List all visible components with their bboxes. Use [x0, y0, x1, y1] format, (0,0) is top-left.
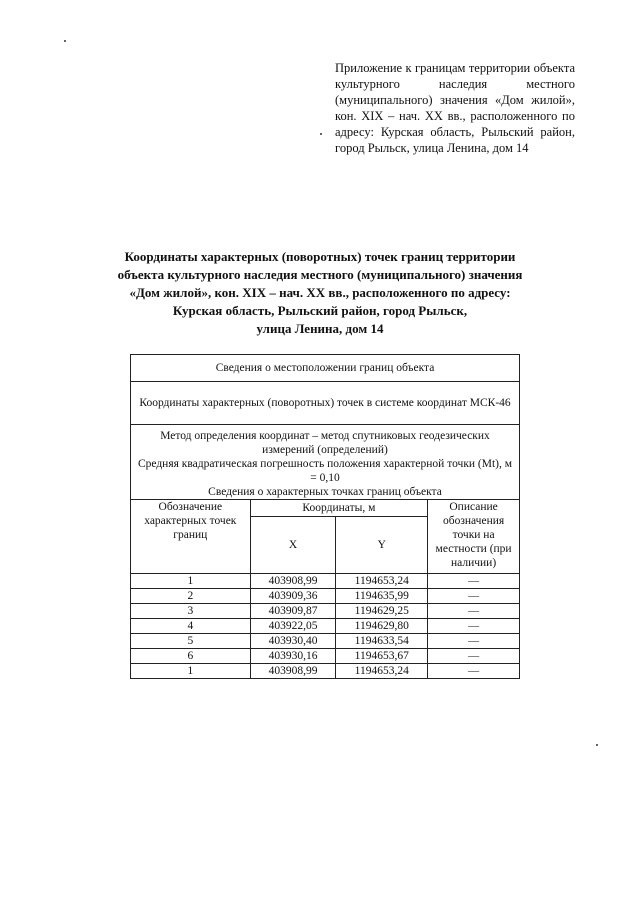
y-value: 1194653,24: [336, 664, 428, 679]
x-value: 403930,16: [250, 649, 336, 664]
scan-speck: [64, 40, 66, 42]
x-value: 403908,99: [250, 574, 336, 589]
description-value: —: [428, 649, 520, 664]
method-text: Метод определения координат – метод спутниковых геодезических измерений (определений): [160, 430, 490, 456]
x-value: 403909,87: [250, 604, 336, 619]
title-line: «Дом жилой», кон. XIX – нач. XX вв., расположенного по адресу:: [129, 285, 511, 300]
title-line: Курская область, Рыльский район, город Рыльск,: [172, 303, 468, 318]
title-line: Координаты характерных (поворотных) точек границ территории: [124, 249, 516, 264]
x-value: 403930,40: [250, 634, 336, 649]
point-number: 6: [131, 649, 251, 664]
y-value: 1194653,24: [336, 574, 428, 589]
scan-speck: [596, 744, 598, 746]
table-row: [131, 604, 520, 619]
x-header: X: [250, 517, 336, 574]
title-line: объекта культурного наследия местного (муниципального) значения: [117, 267, 523, 282]
description-value: —: [428, 634, 520, 649]
y-value: 1194629,25: [336, 604, 428, 619]
table-row: [131, 649, 520, 664]
point-number: 4: [131, 619, 251, 634]
table-row: [131, 664, 520, 679]
description-header: Описание обозначения точки на местности (при наличии): [428, 500, 520, 574]
table-row: [131, 589, 520, 604]
x-value: 403909,36: [250, 589, 336, 604]
title-line: улица Ленина, дом 14: [256, 321, 384, 336]
point-number: 1: [131, 574, 251, 589]
description-value: —: [428, 574, 520, 589]
description-value: —: [428, 664, 520, 679]
coordinates-header: Координаты, м: [250, 500, 428, 517]
x-value: 403908,99: [250, 664, 336, 679]
appendix-note: Приложение к границам территории объекта культурного наследия местного (муниципального) значения «Дом жилой», кон. XIX – нач. XX вв., расположенного по адресу: Курская область, Рыльский район, город Рыльск, улица Ленина, дом 14: [335, 61, 575, 155]
y-value: 1194633,54: [336, 634, 428, 649]
description-value: —: [428, 619, 520, 634]
location-section-header: Сведения о местоположении границ объекта: [131, 355, 520, 382]
designation-header: Обозначение характерных точек границ: [131, 500, 251, 574]
error-text: Средняя квадратическая погрешность положения характерной точки (Mt), м = 0,10: [137, 458, 513, 484]
coordinates-table: [130, 354, 520, 679]
coordinate-system-cell: Координаты характерных (поворотных) точек в системе координат МСК-46: [131, 382, 520, 425]
y-value: 1194653,67: [336, 649, 428, 664]
scan-speck: [320, 133, 322, 135]
y-value: 1194629,80: [336, 619, 428, 634]
document-title: [70, 248, 570, 338]
y-value: 1194635,99: [336, 589, 428, 604]
table-row: [131, 574, 520, 589]
table-row: [131, 634, 520, 649]
description-value: —: [428, 604, 520, 619]
point-number: 5: [131, 634, 251, 649]
points-section-header: Сведения о характерных точках границ объекта: [208, 486, 442, 498]
point-number: 3: [131, 604, 251, 619]
y-header: Y: [336, 517, 428, 574]
table-row: [131, 619, 520, 634]
description-value: —: [428, 589, 520, 604]
x-value: 403922,05: [250, 619, 336, 634]
point-number: 2: [131, 589, 251, 604]
method-cell: [131, 425, 520, 500]
point-number: 1: [131, 664, 251, 679]
